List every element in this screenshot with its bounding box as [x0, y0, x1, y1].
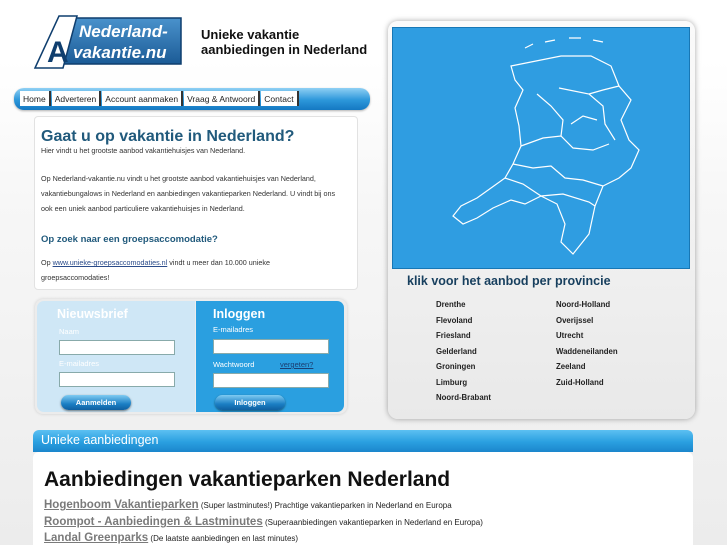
unique-offers-bar — [33, 430, 693, 452]
province-drenthe[interactable]: Drenthe — [436, 300, 466, 309]
nav-home[interactable]: Home — [20, 91, 51, 106]
group-post: vindt u meer dan 10.000 unieke groepsaccomodaties! — [41, 258, 270, 282]
group-pre: Op — [41, 258, 53, 267]
offer-link-roompot[interactable]: Roompot - Aanbiedingen & Lastminutes — [44, 516, 263, 528]
unique-offers-label: Unieke aanbiedingen — [41, 433, 159, 447]
login-password-input[interactable] — [213, 373, 329, 388]
newsletter-name-label: Naam — [59, 327, 80, 336]
newsletter-title: Nieuwsbrief — [57, 307, 128, 321]
login-email-input[interactable] — [213, 339, 329, 354]
offer-link-hogenboom[interactable]: Hogenboom Vakantieparken — [44, 499, 199, 511]
province-limburg[interactable]: Limburg — [436, 378, 468, 387]
intro-title: Gaat u op vakantie in Nederland? — [41, 128, 295, 145]
newsletter-email-input[interactable] — [59, 372, 175, 387]
offer-note: (Superaanbiedingen vakantieparken in Nederland en Europa) — [262, 518, 483, 527]
offer-item — [44, 499, 452, 511]
newsletter-email-label: E-mailadres — [59, 359, 100, 368]
province-map-panel — [388, 21, 695, 419]
offers-section — [33, 452, 693, 545]
province-friesland[interactable]: Friesland — [436, 331, 471, 340]
offers-title: Aanbiedingen vakantieparken Nederland — [44, 468, 451, 491]
province-noord-holland[interactable]: Noord-Holland — [556, 300, 611, 309]
offer-item — [44, 516, 483, 528]
nav-contact[interactable]: Contact — [261, 91, 298, 106]
site-tagline — [201, 27, 391, 57]
logo-line2: vakantie.nu — [73, 43, 167, 62]
site-logo[interactable] — [33, 12, 185, 70]
offer-item — [44, 532, 298, 544]
nav-account-aanmaken[interactable]: Account aanmaken — [102, 91, 183, 106]
netherlands-map-graphic — [393, 28, 689, 268]
main-nav — [14, 88, 370, 110]
intro-paragraph: Op Nederland-vakantie.nu vindt u het grootste aanbod vakantiehuisjes van Nederland, vakantiebungalows in Nederland en aanbiedingen vakantieparken Nederland. U vindt bij ons ook een uniek aanbod particuliere vakantiehuisjes in Nederland. — [41, 174, 336, 213]
login-title: Inloggen — [213, 307, 266, 321]
province-waddeneilanden[interactable]: Waddeneilanden — [556, 347, 618, 356]
province-utrecht[interactable]: Utrecht — [556, 331, 584, 340]
group-heading: Op zoek naar een groepsaccomodatie? — [41, 234, 218, 245]
offer-note: (De laatste aanbiedingen en last minutes) — [148, 534, 299, 543]
province-gelderland[interactable]: Gelderland — [436, 347, 477, 356]
login-button[interactable]: Inloggen — [215, 395, 285, 410]
tagline-line1: Unieke vakantie — [201, 27, 300, 42]
forms-panel — [35, 299, 347, 414]
nav-adverteren[interactable]: Adverteren — [52, 91, 102, 106]
login-email-label: E-mailadres — [213, 325, 254, 334]
logo-letter: A — [47, 36, 69, 69]
tagline-line2: aanbiedingen in Nederland — [201, 42, 368, 57]
intro-subtitle: Hier vindt u het grootste aanbod vakantiehuisjes van Nederland. — [41, 146, 246, 155]
netherlands-map[interactable] — [392, 27, 690, 269]
province-noord-brabant[interactable]: Noord-Brabant — [436, 393, 492, 402]
forgot-password-link[interactable]: vergeten? — [280, 360, 314, 369]
login-form — [196, 301, 344, 412]
province-zuid-holland[interactable]: Zuid-Holland — [556, 378, 604, 387]
logo-graphic — [33, 12, 185, 70]
nav-vraag-antwoord[interactable]: Vraag & Antwoord — [184, 91, 260, 106]
province-zeeland[interactable]: Zeeland — [556, 362, 586, 371]
province-groningen[interactable]: Groningen — [436, 362, 476, 371]
group-link[interactable]: www.unieke-groepsaccomodaties.nl — [52, 258, 168, 267]
logo-line1: Nederland- — [79, 22, 168, 41]
province-flevoland[interactable]: Flevoland — [436, 316, 473, 325]
intro-panel — [34, 116, 358, 290]
offer-note: (Super lastminutes!) Prachtige vakantieparken in Nederland en Europa — [198, 501, 452, 510]
login-password-label: Wachtwoord — [213, 360, 255, 369]
province-overijssel[interactable]: Overijssel — [556, 316, 594, 325]
subscribe-button[interactable]: Aanmelden — [61, 395, 131, 410]
offer-link-landal[interactable]: Landal Greenparks — [44, 532, 149, 544]
newsletter-form — [37, 301, 195, 412]
map-caption: klik voor het aanbod per provincie — [407, 274, 611, 288]
newsletter-name-input[interactable] — [59, 340, 175, 355]
group-paragraph — [41, 255, 321, 285]
